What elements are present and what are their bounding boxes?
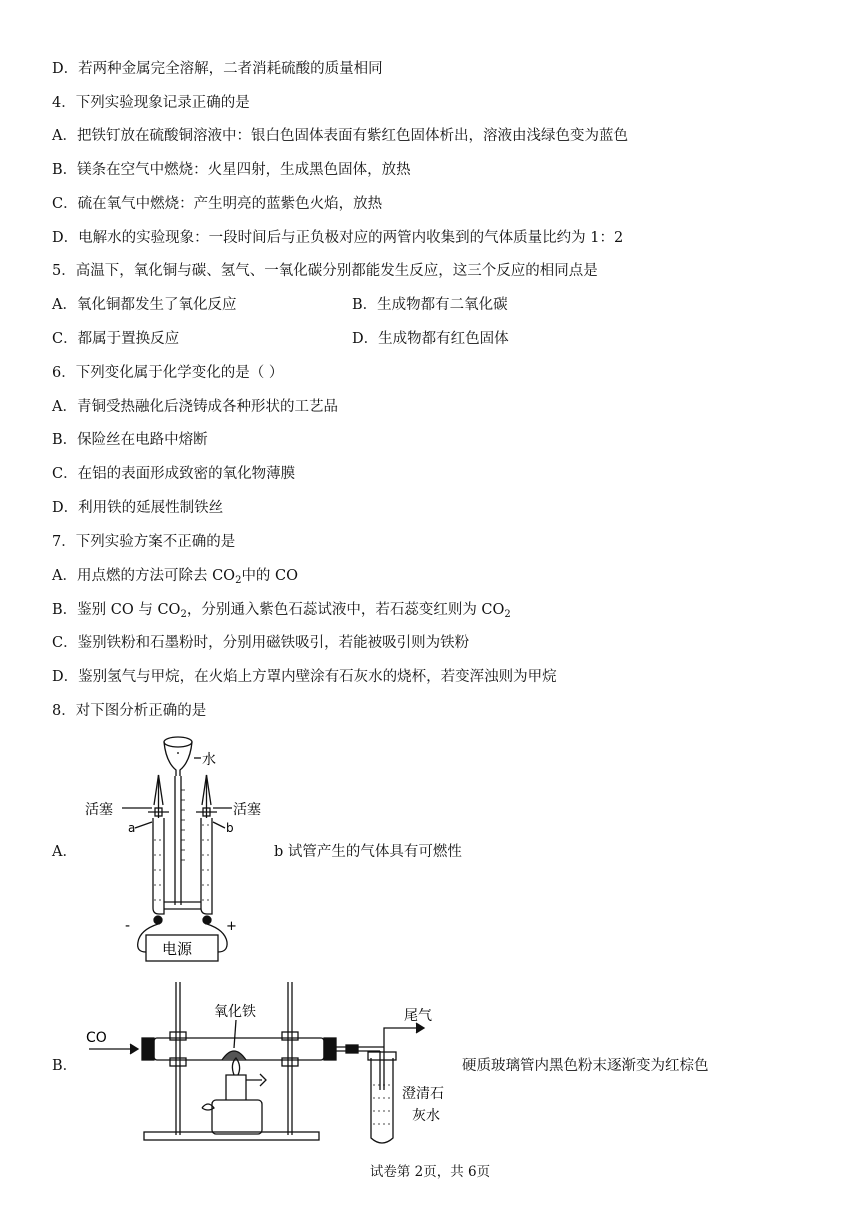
q5-option-b: B．生成物都有二氧化碳 bbox=[352, 297, 508, 313]
tube-b-label: b bbox=[226, 821, 234, 835]
q5-stem: 5．高温下，氧化铜与碳、氢气、一氧化碳分别都能发生反应，这三个反应的相同点是 bbox=[52, 263, 598, 279]
page-footer: 试卷第 2页，共 6页 bbox=[369, 1164, 491, 1180]
q4-option-b: B．镁条在空气中燃烧：火星四射，生成黑色固体，放热 bbox=[52, 162, 411, 178]
q5-option-a: A．氧化铜都发生了氧化反应 bbox=[52, 297, 237, 313]
q7-stem: 7．下列实验方案不正确的是 bbox=[52, 534, 236, 550]
electrolysis-apparatus-figure bbox=[80, 730, 270, 965]
q8-option-a-letter: A． bbox=[52, 844, 77, 860]
limewater-label-line2: 灰水 bbox=[412, 1108, 440, 1124]
q8-option-b-text: 硬质玻璃管内黑色粉末逐渐变为红棕色 bbox=[462, 1058, 709, 1074]
q5-option-c: C．都属于置换反应 bbox=[52, 331, 180, 347]
limewater-label-line1: 澄清石 bbox=[402, 1086, 444, 1102]
q4-stem: 4．下列实验现象记录正确的是 bbox=[52, 95, 250, 111]
q4-option-d: D．电解水的实验现象：一段时间后与正负极对应的两管内收集到的气体质量比约为 1：2 bbox=[52, 230, 624, 246]
water-label: 水 bbox=[202, 752, 216, 768]
q6-option-b: B．保险丝在电路中熔断 bbox=[52, 432, 208, 448]
minus-label: - bbox=[125, 918, 131, 934]
power-source-label: 电源 bbox=[162, 940, 193, 958]
q4-option-c: C．硫在氧气中燃烧：产生明亮的蓝紫色火焰，放热 bbox=[52, 196, 383, 212]
q7-option-c: C．鉴别铁粉和石墨粉时，分别用磁铁吸引，若能被吸引则为铁粉 bbox=[52, 635, 470, 651]
co-inlet-label: CO bbox=[86, 1030, 107, 1046]
q6-option-c: C．在铝的表面形成致密的氧化物薄膜 bbox=[52, 466, 296, 482]
tube-a-label: a bbox=[128, 821, 136, 835]
q4-option-a: A．把铁钉放在硫酸铜溶液中：银白色固体表面有紫红色固体析出，溶液由浅绿色变为蓝色 bbox=[52, 128, 628, 144]
q8-option-a-text: b 试管产生的气体具有可燃性 bbox=[274, 844, 462, 860]
iron-oxide-label: 氧化铁 bbox=[214, 1004, 256, 1020]
stopcock-left-label: 活塞 bbox=[85, 802, 113, 818]
q8-option-b-letter: B． bbox=[52, 1058, 78, 1074]
q6-option-d: D．利用铁的延展性制铁丝 bbox=[52, 500, 224, 516]
q7-option-b: B．鉴别 CO 与 $CO_2$，分别通入紫色石蕊试液中，若石蕊变红则为 $CO_2$ bbox=[52, 602, 511, 620]
plus-label: + bbox=[226, 919, 237, 934]
q7-option-a: A．用点燃的方法可除去 $CO_2$中的 CO bbox=[52, 568, 299, 586]
q6-stem: 6．下列变化属于化学变化的是（ ） bbox=[52, 365, 284, 381]
q3-option-d: D．若两种金属完全溶解，二者消耗硫酸的质量相同 bbox=[52, 61, 383, 77]
q7-option-d: D．鉴别氢气与甲烷，在火焰上方罩内壁涂有石灰水的烧杯，若变浑浊则为甲烷 bbox=[52, 669, 557, 685]
q8-stem: 8．对下图分析正确的是 bbox=[52, 703, 207, 719]
co-reduction-apparatus-figure bbox=[84, 980, 454, 1150]
q5-option-d: D．生成物都有红色固体 bbox=[352, 331, 509, 347]
stopcock-right-label: 活塞 bbox=[233, 802, 261, 818]
q6-option-a: A．青铜受热融化后浇铸成各种形状的工艺品 bbox=[52, 399, 338, 415]
tail-gas-label: 尾气 bbox=[404, 1008, 432, 1024]
